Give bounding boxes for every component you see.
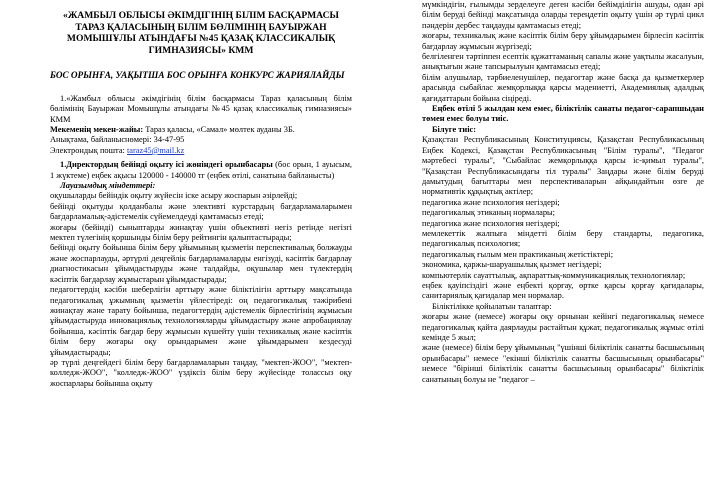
- vacancy-line: [50, 160, 352, 181]
- address-line: [50, 125, 352, 135]
- duty-item: мүмкіндігін, ғылымды зерделеуге деген кәсіби бейімділігін ашуды, одан әрі білім беруді бейінді мақсатында оларды тереңдетіп оқыту үшін әр түрлі цикл пәндерін дербес таңдауды қамтамасыз етеді;: [422, 0, 704, 30]
- email-label: Электрондық пошта:: [50, 145, 127, 155]
- knowledge-item: педагогикалық ғылым мен практиканың жетістіктері;: [422, 249, 614, 259]
- vacancy-title: 1.Директордың бейіндi оқыту ісі жөніндегі орынбасары: [60, 160, 273, 170]
- knowledge-item: педагогика және психология негіздері;: [422, 218, 560, 228]
- organization-line: 1.«Жамбыл облысы әкімдігінің білім басқармасы Тараз қаласының білім бөлімінің Бауыржан Момышұлы атындағы №45 қазақ классикалық гимназиясы» КММ: [50, 93, 352, 124]
- address-value: Тараз қаласы, «Самал» мөлтек ауданы 3Б.: [143, 125, 295, 134]
- knowledge-item: экономика, қаржы-шаруашылық қызмет негіздері;: [422, 260, 602, 270]
- knowledge-item: педагогикалық этиканың нормалары;: [422, 208, 555, 218]
- duty-item: оқушыларды бейіндік оқыту жүйесін іске асыру жоспарын әзірлейді;: [50, 191, 298, 201]
- document-title: «ЖАМБЫЛ ОБЛЫСЫ ӘКІМДІГІНІҢ БІЛІМ БАСҚАРМАСЫ ТАРАЗ ҚАЛАСЫНЫҢ БІЛІМ БӨЛІМІНІҢ БАУЫРЖАН МОМЫШҰЛЫ АТЫНДАҒЫ №45 ҚАЗАҚ КЛАССИКАЛЫҚ ГИМНАЗИЯСЫ» КММ: [63, 10, 339, 56]
- knowledge-item: педагогика және психология негіздері;: [422, 197, 560, 207]
- duty-item: бейінді оқытуды қолданбалы және элективті курстардың бағдарламаларымен бағдарламалық-әдістемелік сүйемелдеуді қамтамасыз етеді;: [50, 201, 352, 222]
- duty-item: білім алушылар, тәрбиеленушілер, педагогтар және басқа да қызметкерлер арасында сыбайлас жемқорлыққа қарсы мәдениетті, Академиялық адалдық қағидаттарын бойына сіңіреді.: [422, 72, 704, 103]
- duty-item: әр түрлі деңгейдегі білім беру бағдарламаларын таңдау, "мектеп-ЖОО", "мектеп-колледж-ЖОО", "колледж-ЖОО" үздіксіз білім беру жүйесінде толассыз оқу жоспарлары бойынша оқыту: [50, 357, 352, 388]
- email-link[interactable]: taraz45@mail.kz: [126, 145, 185, 155]
- left-column: [50, 0, 352, 486]
- qualification-heading: Біліктілікке қойылатын талаптар:: [432, 301, 552, 311]
- qualification-item: және (немесе) білім беру ұйымының "үшінші біліктілік санатты басшысының орынбасары" немесе "екінші біліктілік санатты басшысының орынбасары" немесе "бірінші біліктілік санатты басшысының орынбасары" біліктілік санатының болуы не "педагог –: [422, 343, 704, 384]
- right-column: [422, 0, 704, 486]
- duty-item: белгіленген тәртіппен есептік құжаттаманың сапалы және уақтылы жасалуын, анықтығын және тапсырылуын қамтамасыз етеді;: [422, 52, 704, 72]
- duty-item: педагогтердің кәсіби шеберлігін арттыру және біліктілігін арттыру мақсатында педагогикалық ұжымның қызметін үйлестіреді: оң педагогикалық тәжірибені жинақтау және тарату бойынша, педагогтердің әдістемелік бірлестігінің жұмысын ұйымдастыруда инновациялық технологияларды ұйымдастыру және апробациялау бойынша, кәсіптік бағдар беру жұмысын күшейту үшін техникалық және кәсіптік білім беру жоғары оқу орындарымен және ұйымдарымен кездесуді ұйымдастырады;: [50, 285, 352, 357]
- duty-item: жоғары (бейінді) сыныптарды жинақтау үшін объективті негіз ретінде негізгі мектеп түлегінің қоршынды білім беру рейтингін қалыптастырады;: [50, 222, 352, 243]
- duties-heading: Лауазымдық міндеттері:: [60, 181, 156, 191]
- phone-line: Анықтама, байланыснөмері: 34-47-95: [50, 135, 185, 145]
- qualification-item: жоғары және (немесе) жоғары оқу орнынан кейінгі педагогикалық немесе педагогикалық қайта даярлауды растайтын құжат, педагогикалық жұмыс өтілі кемінде 5 жыл;: [422, 312, 704, 342]
- knowledge-item: еңбек қауіпсіздігі және еңбекті қорғау, өртке қарсы қорғау қағидалары, санитариялық қағидалар мен нормалар.: [422, 280, 704, 301]
- duty-item: бейінді оқыту бойынша білім беру ұйымының қызметін перспективалық болжауды және жоспарлауды, әртүрлі деңгейлік бағдарламаларды енгізуді, кәсіптік бағдарлау диагностикасын ұйымдастыруды және талдайды, оқушылар мен түлектердің кәсіптік бағдарлау жұмыстарын ұйымдастырады;: [50, 243, 352, 284]
- address-label: Мекеменің мекен-жайы:: [50, 125, 144, 134]
- experience-requirement: Еңбек өтілі 5 жылдан кем емес, біліктілік санаты педагог-сарапшыдан төмен емес болуы тиіс.: [422, 104, 704, 124]
- email-line: [50, 146, 352, 156]
- must-know-heading: Білуге тиіс:: [432, 124, 477, 134]
- vacancy-details: (бос орын, 1 ауысым, 1 жүктеме) еңбек ақысы 120000 - 140000 тг (еңбек өтілі, санатына байланысты): [50, 160, 352, 180]
- knowledge-item: Қазақстан Республикасының Конституциясы, Қазақстан Республикасының Еңбек Кодексі, Қазақстан Республикасының "Білім туралы", "Педагог мәртебесі туралы", "Сыбайлас жемқорлыққа қарсы іс-қимыл туралы", "Қазақстан Республикасындағы тіл туралы" Заңдары және білім беруді дамытудың бағыттары мен перспективаларын айқындайтын өзге де нормативтік құқықтық актілер;: [422, 135, 704, 197]
- duty-item: жоғары, техникалық және кәсіптік білім беру ұйымдарымен бірлесіп кәсіптік бағдарлау жұмысын жүргізеді;: [422, 31, 704, 51]
- knowledge-item: мемлекеттік жалпыға міндетті білім беру стандарты, педагогика, педагогикалық психология;: [422, 228, 704, 249]
- announcement-heading: БОС ОРЫНҒА, УАҚЫТША БОС ОРЫНҒА КОНКУРС ЖАРИЯЛАЙДЫ: [50, 70, 345, 81]
- knowledge-item: компьютерлік сауаттылық, ақпараттық-коммуникациялық технологиялар;: [422, 270, 686, 280]
